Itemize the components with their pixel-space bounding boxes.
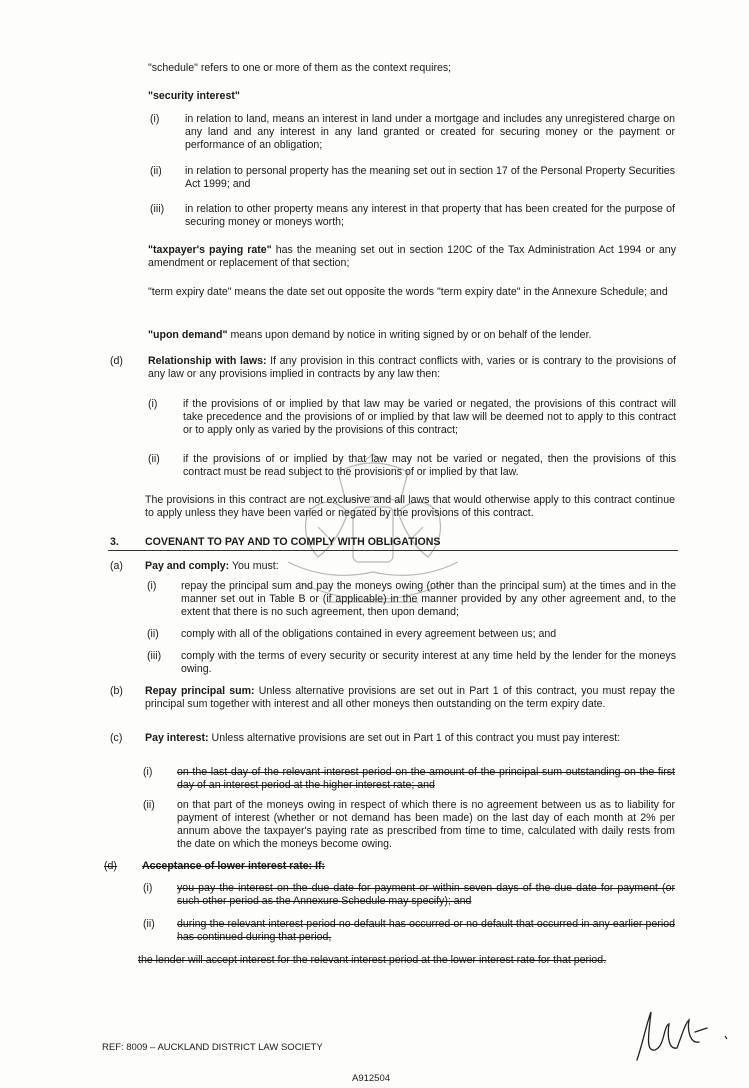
definition-schedule: "schedule" refers to one or more of them as the context requires; — [148, 62, 452, 74]
clause-d-heading: Relationship with laws: — [148, 355, 267, 367]
clause-d-number: (d) — [110, 355, 123, 367]
clause-d-intro-text: If any provision in this contract conflicts with, varies or is contrary to the provisions of any law or any provisions implied in contracts by any law then: — [148, 355, 676, 380]
si-item-text: in relation to personal property has the meaning set out in section 17 of the Personal Property Securities Act 1999; and — [185, 165, 675, 190]
clause-3d-item-number: (ii) — [143, 918, 155, 930]
definition-taxpayer-paying-rate — [148, 244, 676, 270]
clause-d-item-number: (ii) — [148, 453, 160, 465]
seal-stamp — [268, 452, 478, 642]
clause-3c-body: Unless alternative provisions are set out in Part 1 of this contract you must pay interest: — [208, 732, 621, 744]
clause-3c-item-text-struck: on the last day of the relevant interest period on the amount of the principal sum outstanding on the first day of an interest period at the higher interest rate; and — [177, 766, 675, 791]
si-item-number: (ii) — [150, 165, 162, 177]
clause-d-item-number: (i) — [148, 398, 158, 410]
clause-3a-item-text: comply with all of the obligations contained in every agreement between us; and — [181, 628, 557, 640]
clause-3c-text — [145, 732, 675, 745]
si-item-number: (i) — [150, 113, 160, 125]
definition-security-interest-term: "security interest" — [148, 90, 240, 102]
section-3-number: 3. — [110, 536, 119, 548]
taxpayer-definition: has the meaning set out in section 120C of the Tax Administration Act 1994 or any amendment or replacement of that section; — [148, 244, 676, 269]
clause-3c-heading: Pay interest: — [145, 732, 209, 744]
clause-3a-heading: Pay and comply: — [145, 560, 230, 572]
clause-d-intro — [148, 355, 676, 381]
definition-term-expiry-date: "term expiry date" means the date set out opposite the words "term expiry date" in the Annexure Schedule; and — [148, 286, 668, 298]
clause-3d-heading: Acceptance of lower interest rate: If: — [142, 860, 326, 872]
clause-3a-item-number: (i) — [147, 580, 157, 592]
clause-d-item-text: if the provisions of or implied by that law may be varied or negated, the provisions of this contract will take precedence and the provisions of or implied by that law will be deemed not to apply to this contract or to apply only as varied by the provisions of this contract; — [183, 398, 676, 436]
clause-3d-item-number: (i) — [143, 882, 153, 894]
clause-3d-item-text-struck: you pay the interest on the due date for payment or within seven days of the due date for payment (or such other period as the Annexure Schedule may specify); and — [177, 882, 675, 907]
clause-3a-item-text: comply with the terms of every security or security interest at any time held by the lender for the moneys owing. — [181, 650, 676, 675]
clause-3c-number: (c) — [110, 732, 123, 744]
taxpayer-term: "taxpayer's paying rate" — [148, 244, 272, 256]
clause-3b-number: (b) — [110, 685, 123, 697]
clause-3c-item-number: (ii) — [143, 799, 155, 811]
section-3-title: COVENANT TO PAY AND TO COMPLY WITH OBLIGATIONS — [145, 536, 441, 548]
signature — [625, 1002, 735, 1072]
clause-3d-closing-struck: the lender will accept interest for the relevant interest period at the lower interest rate for that period. — [138, 954, 607, 966]
clause-d-item-text: if the provisions of or implied by that law may not be varied or negated, then the provisions of this contract must be read subject to the provisions of or implied by that law. — [183, 453, 676, 478]
si-item-number: (iii) — [150, 203, 165, 215]
clause-3b-heading: Repay principal sum: — [145, 685, 255, 697]
clause-3d-number: (d) — [104, 860, 117, 872]
clause-3b-text — [145, 685, 675, 711]
clause-3d-item-text-struck: during the relevant interest period no default has occurred or no default that occurred in any earlier period has continued during that period, — [177, 918, 675, 943]
definition-upon-demand — [148, 329, 676, 342]
clause-d-closing: The provisions in this contract are not exclusive and all laws that would otherwise apply to this contract continue to apply unless they have been varied or negated by the provisions of this contract. — [145, 494, 675, 519]
clause-3a-number: (a) — [110, 560, 123, 572]
clause-3a-item-number: (ii) — [147, 628, 159, 640]
clause-3a-item-number: (iii) — [147, 650, 162, 662]
clause-3a-item-text: repay the principal sum and pay the moneys owing (other than the principal sum) at the times and in the manner set out in Table B or (if applicable) in the manner provided by any other agreement and, to the extent that there is no such agreement, then upon demand; — [181, 580, 676, 618]
document-code: A912504 — [352, 1073, 391, 1084]
upon-demand-term: "upon demand" — [148, 329, 228, 341]
clause-3b-body: Unless alternative provisions are set out in Part 1 of this contract, you must repay the principal sum together with interest and all other moneys then outstanding on the term expiry date. — [145, 685, 675, 710]
si-item-text: in relation to other property means any interest in that property that has been created for the purpose of securing money or moneys worth; — [185, 203, 675, 228]
clause-3c-item-number: (i) — [143, 766, 153, 778]
upon-demand-definition: means upon demand by notice in writing signed by or on behalf of the lender. — [227, 329, 592, 341]
si-item-text: in relation to land, means an interest in land under a mortgage and includes any unregistered charge on any land and any interest in any land granted or created for securing money or the payment or performance of an obligation; — [185, 113, 675, 151]
clause-3a-intro-text: You must: — [229, 560, 279, 572]
footer-reference: REF: 8009 – AUCKLAND DISTRICT LAW SOCIETY — [102, 1042, 323, 1053]
clause-3c-item-text: on that part of the moneys owing in respect of which there is no agreement between us as to liability for payment of interest (whether or not demand has been made) on the last day of each month at 2% per annum above the taxpayer's paying rate as prescribed from time to time, calculated with daily rests from the date on which the moneys become owing. — [177, 799, 675, 850]
